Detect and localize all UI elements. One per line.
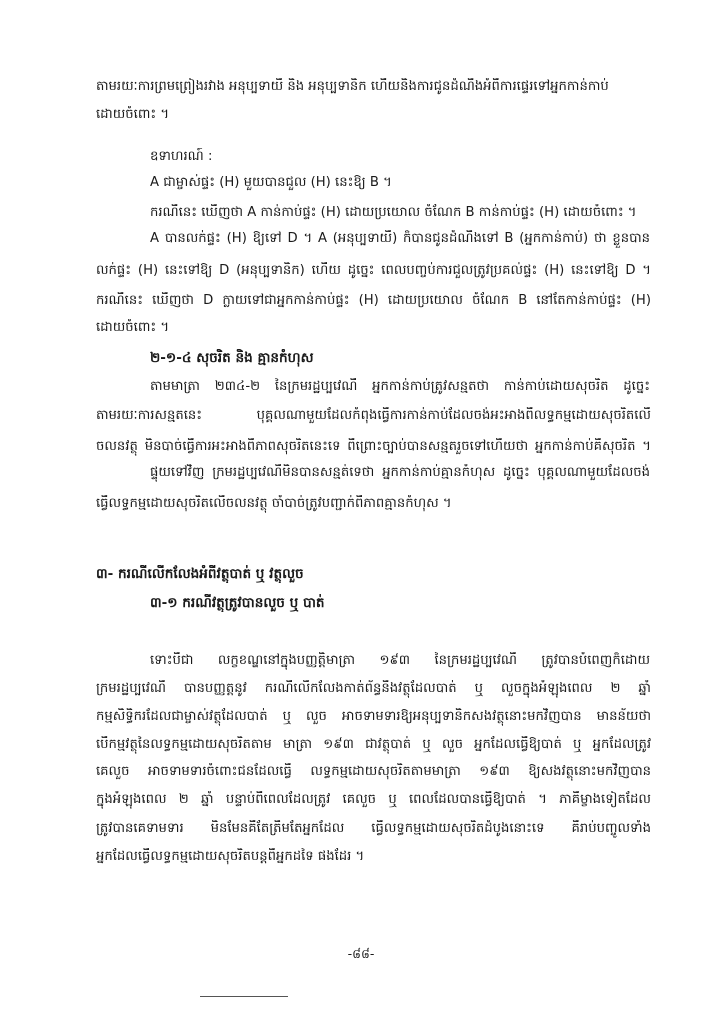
text-line: ករណីនេះ ឃើញថា A កាន់កាប់ផ្ទះ (H) ដោយប្រយោល ចំណែក B កាន់កាប់ផ្ទះ (H) ដោយចំពោះ ។ [150,205,637,220]
text-line: តាមមាត្រា ២៣៤-២ នៃក្រមរដ្ឋប្បវេណី អ្នកកាន់កាប់ត្រូវសន្មតថា កាន់កាប់ដោយសុចរិត ដូច្នេះ [150,379,650,394]
text-line: ផ្ទុយទៅវិញ ក្រមរដ្ឋប្បវេណីមិនបានសន្មត់ទេថា អ្នកកាន់កាប់គ្មានកំហុស ដូច្នេះ បុគ្គលណាមួយដែលចង់ [150,465,650,480]
text-line: លក់ផ្ទះ (H) នេះទៅឱ្យ D (អនុប្បទានិក) ហើយ ដូច្នេះ ពេលបញ្ចប់ការជួលត្រូវប្រគល់ផ្ទះ (H) នេះទៅឱ្យ D ។ [96,263,651,278]
text-line: ក្នុងអំឡុងពេល ២ ឆ្នាំ បន្ទាប់ពីពេលដែលត្រូវ គេលួច ឬ ពេលដែលបានធ្វើឱ្យបាត់ ។ ភាគីម្ខាងទៀតដែល [96,792,651,807]
section-heading: ៣-១ ករណីវត្ថុត្រូវបានលួច ឬ បាត់ [150,595,325,611]
text-line: ចលនវត្ថុ មិនបាច់ធ្វើការអះអាងពីភាពសុចរិតនេះទេ ពីព្រោះច្បាប់បានសន្មតរួចទៅហើយថា អ្នកកាន់កាប់គឺសុចរិត ។ [96,439,651,454]
text-line: ត្រូវបានគេទាមទារ មិនមែនគឺតែត្រឹមតែអ្នកដែល ធ្វើលទ្ធកម្មដោយសុចរិតដំបូងនោះទេ គឺរាប់បញ្ចូលទាំង [96,821,651,836]
text-line: ធ្វើលទ្ធកម្មដោយសុចរិតលើចលនវត្ថុ ចាំបាច់ត្រូវបញ្ជាក់ពីភាពគ្មានកំហុស ។ [96,496,452,511]
text-line: A បានលក់ផ្ទះ (H) ឱ្យទៅ D ។ A (អនុប្បទាយី) ក៏បានជូនដំណឹងទៅ B (អ្នកកាន់កាប់) ថា ខ្លួនបាន [150,231,650,246]
page-number: -៨៨- [347,946,375,961]
text-line: ដោយចំពោះ ។ [96,320,170,335]
text-line: ករណីនេះ ឃើញថា D ក្លាយទៅជាអ្នកកាន់កាប់ផ្ទះ (H) ដោយប្រយោល ចំណែក B នៅតែកាន់កាប់ផ្ទះ (H) [96,293,651,308]
text-line: អ្នកដែលធ្វើលទ្ធកម្មដោយសុចរិតបន្តពីអ្នកដទៃ ផងដែរ ។ [96,849,365,864]
text-line: តាមរយៈការសន្មតនេះ បុគ្គលណាមួយដែលកំពុងធ្វើការកាន់កាប់ដែលចង់អះអាងពីលទ្ធកម្មដោយសុចរិតលើ [96,408,651,423]
section-heading: ២-១-៤ សុចរិត និង គ្មានកំហុស [150,350,314,366]
text-line: គេលួច អាចទាមទារចំពោះជនដែលធ្វើ លទ្ធកម្មដោយសុចរិតតាមមាត្រា ១៩៣ ឱ្យសងវត្ថុនោះមកវិញបាន [96,764,651,779]
text-line: ឧទាហរណ៍ : [150,149,213,164]
text-line: ដោយចំពោះ ។ [96,107,170,122]
text-line: តាមរយៈការព្រមព្រៀងរវាង អនុប្បទាយី និង អនុប្បទានិក ហើយនិងការជូនដំណឹងអំពីការផ្ទេរទៅអ្នកកាន់កាប់ [96,79,609,94]
footer-rule [200,996,288,997]
text-line: ក្រមរដ្ឋប្បវេណី បានបញ្ញត្តនូវ ករណីលើកលែងកាត់ព័ន្ធនឹងវត្ថុដែលបាត់ ឬ លួចក្នុងអំឡុងពេល ២ ឆ្នាំ [96,681,651,696]
section-heading: ៣- ករណីលើកលែងអំពីវត្ថុបាត់ ឬ វត្ថុលួច [96,566,304,582]
text-line: ទោះបីជា លក្ខខណ្ឌនៅក្នុងបញ្ញត្តិមាត្រា ១៩៣ នៃក្រមរដ្ឋប្បវេណី ត្រូវបានបំពេញក៏ដោយ [150,653,650,668]
text-line: កម្មសិទ្ធិករដែលជាម្ចាស់វត្ថុដែលបាត់ ឬ លួច អាចទាមទារឱ្យអនុប្បទានិកសងវត្ថុនោះមកវិញបាន មានន័យថា [96,709,651,724]
text-line: បើកម្មវត្ថុនៃលទ្ធកម្មដោយសុចរិតតាម មាត្រា ១៩៣ ជាវត្ថុបាត់ ឬ លួច អ្នកដែលធ្វើឱ្យបាត់ ឬ អ្នកដែលត្រូវ [96,737,651,752]
text-line: A ជាម្ចាស់ផ្ទះ (H) មួយបានជួល (H) នេះឱ្យ B ។ [150,175,392,190]
